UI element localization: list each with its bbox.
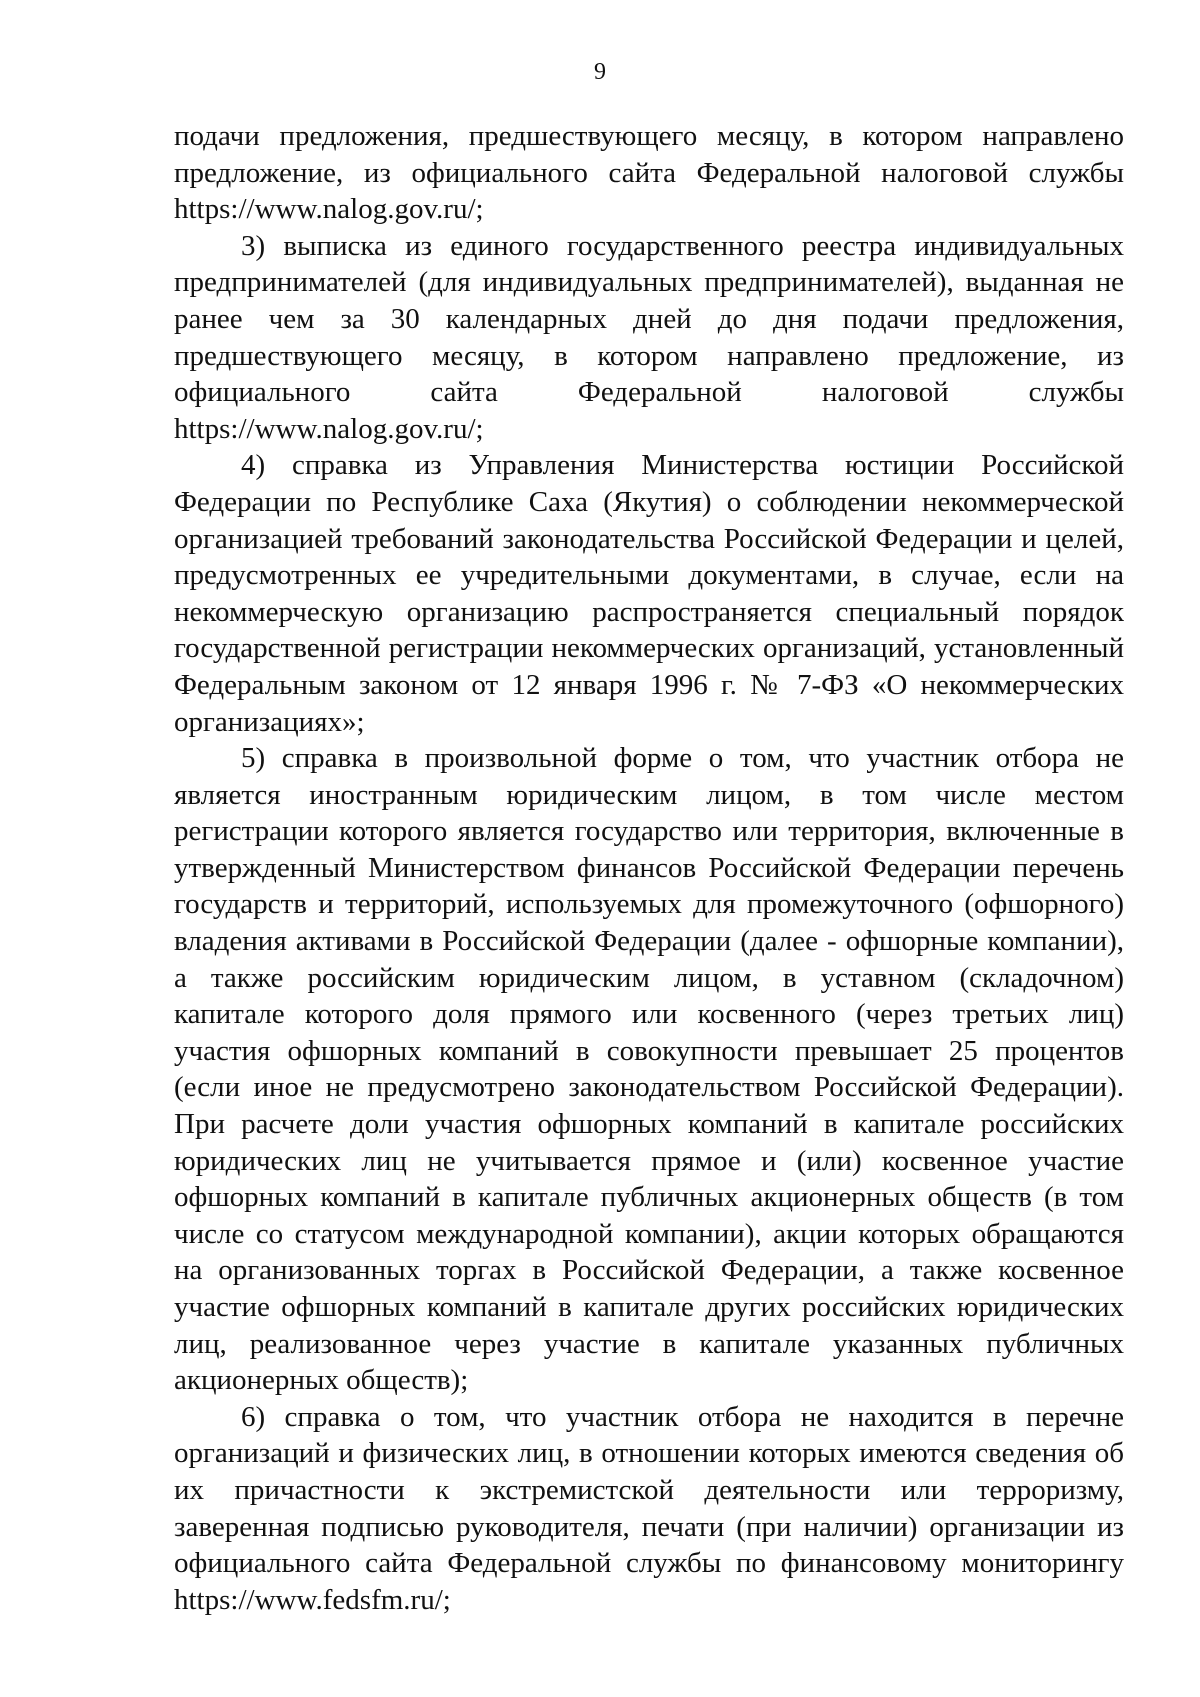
- document-body: [174, 118, 1124, 1618]
- paragraph-item-5: 5) справка в произвольной форме о том, что участник отбора не является иностранным юридическим лицом, в том числе местом регистрации которого является государство или территория, включенные в утвержденный Министерством финансов Российской Федерации перечень государств и территорий, используемых для промежуточного (офшорного) владения активами в Российской Федерации (далее - офшорные компании), а также российским юридическим лицом, в уставном (складочном) капитале которого доля прямого или косвенного (через третьих лиц) участия офшорных компаний в совокупности превышает 25 процентов (если иное не предусмотрено законодательством Российской Федерации). При расчете доли участия офшорных компаний в капитале российских юридических лиц не учитывается прямое и (или) косвенное участие офшорных компаний в капитале публичных акционерных обществ (в том числе со статусом международной компании), акции которых обращаются на организованных торгах в Российской Федерации, а также косвенное участие офшорных компаний в капитале других российских юридических лиц, реализованное через участие в капитале указанных публичных акционерных обществ);: [174, 742, 1124, 1397]
- paragraph-item-4: 4) справка из Управления Министерства юстиции Российской Федерации по Республике Саха (Якутия) о соблюдении некоммерческой организацией требований законодательства Российской Федерации и целей, предусмотренных ее учредительными документами, в случае, если на некоммерческую организацию распространяется специальный порядок государственной регистрации некоммерческих организаций, установленный Федеральным законом от 12 января 1996 г. № 7-ФЗ «О некоммерческих организациях»;: [174, 449, 1124, 738]
- paragraph-item-3: 3) выписка из единого государственного реестра индивидуальных предпринимателей (для индивидуальных предпринимателей), выданная не ранее чем за 30 календарных дней до дня подачи предложения, предшествующего месяцу, в котором направлено предложение, из официального сайта Федеральной налоговой службы https://www.nalog.gov.ru/;: [174, 229, 1124, 445]
- paragraph-item-6: 6) справка о том, что участник отбора не находится в перечне организаций и физических лиц, в отношении которых имеются сведения об их причастности к экстремистской деятельности или терроризму, заверенная подписью руководителя, печати (при наличии) организации из официального сайта Федеральной службы по финансовому мониторингу https://www.fedsfm.ru/;: [174, 1400, 1124, 1616]
- page-number: 9: [594, 59, 606, 85]
- paragraph-continuation: подачи предложения, предшествующего месяцу, в котором направлено предложение, из официального сайта Федеральной налоговой службы https://www.nalog.gov.ru/;: [174, 120, 1124, 226]
